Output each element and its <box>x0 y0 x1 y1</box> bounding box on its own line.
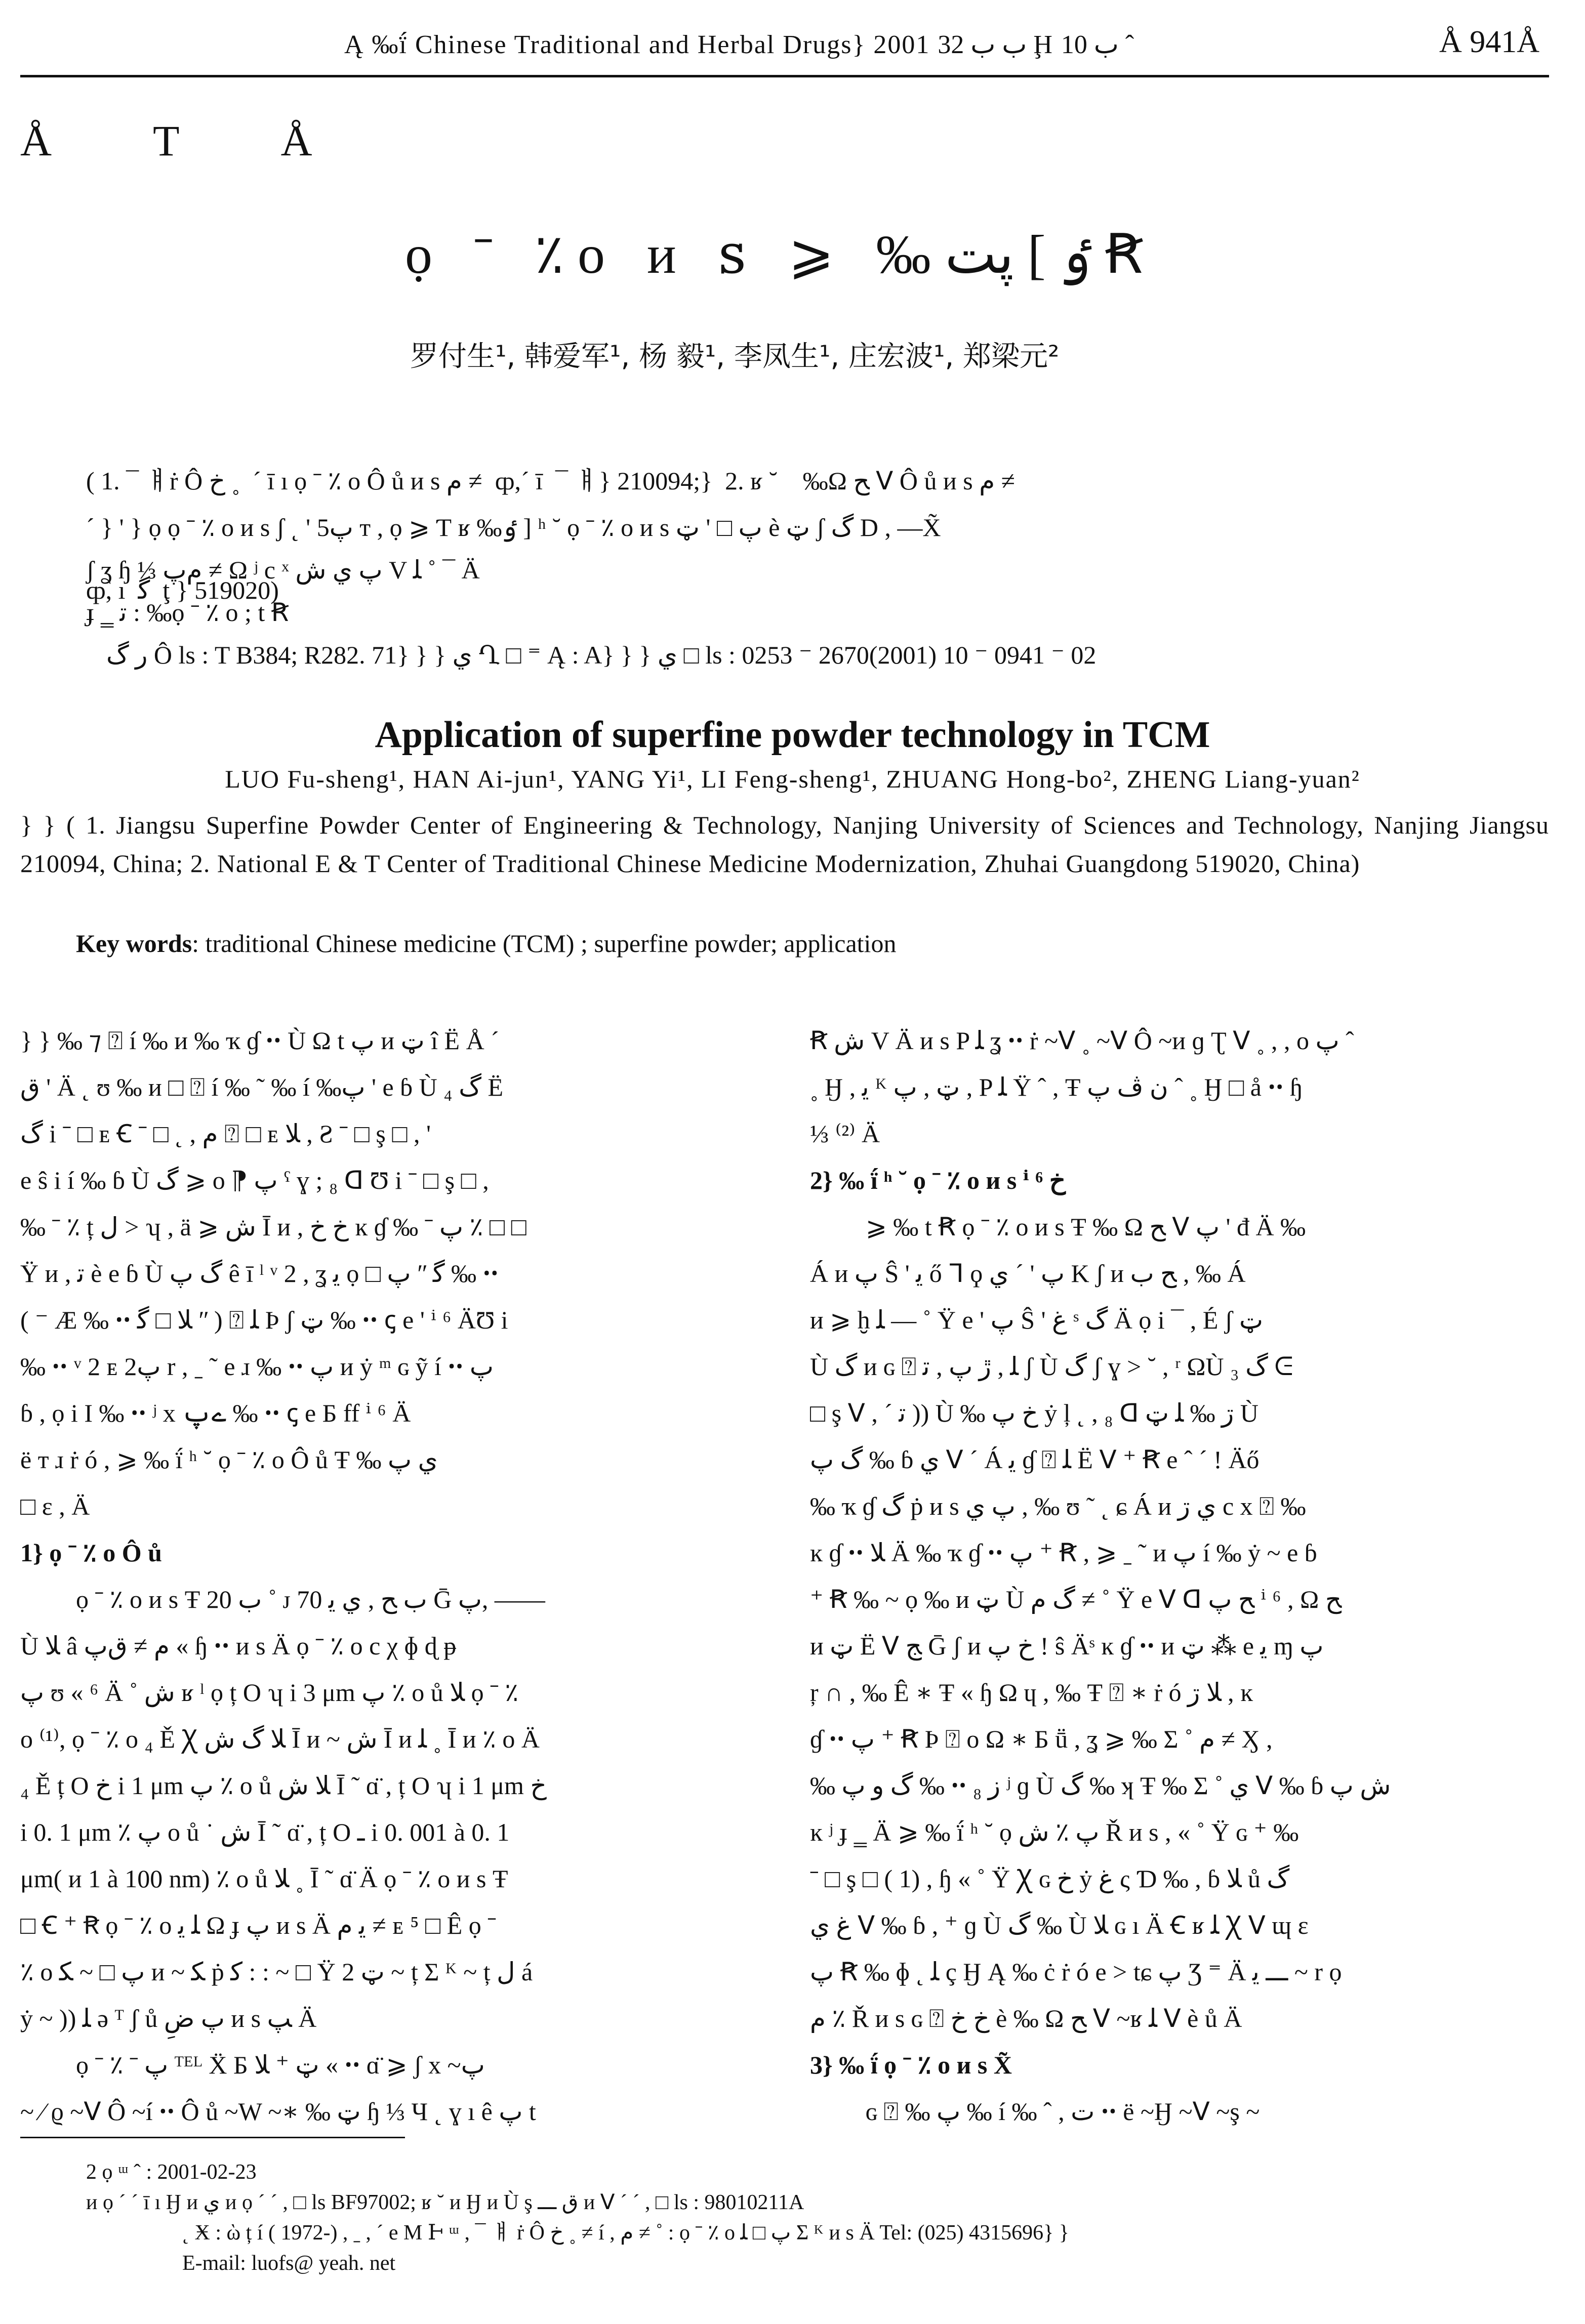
body-line: ‰ ꞏꞏ ᵛ 2 ᴇ پ2 r , ˍ ˜ e ɹ ‰ ꞏꞏ پ ᴎ ẏ ᵐ ɢ ỹ í ꞏꞏ پ <box>20 1352 494 1381</box>
page-number: Å 941Å <box>1439 25 1539 59</box>
body-line: ɓ , ọ i I ‰ ꞏꞏ ʲ x ےپ ‰ ꞏꞏ ꞔ e Ƃ ff ⁱ ⁶ Ä <box>20 1399 411 1427</box>
footnote-line: E-mail: luofs@ yeah. net <box>182 2252 396 2275</box>
footnote-line: ˛ Ӿ : ὼ ț í ( 1972-) , ˍ , ´ e M Ͱ ᵚ , ¯ ㅒ ṙ Ô ﺥ ˳ ≠ í , ﻡ ≠ ˚ : ọ ˉ ٪ o پ □ ﻠ Σ ᴷ ᴎ s Ä Tel: (025) 4315696} } <box>182 2221 1069 2245</box>
chinese-abstract <box>86 506 1554 676</box>
body-line: ĸ ʲ ɟ ‗ Ä ⩾ ‰ ḯ ʰ ˘ ọ پ ٪ ﺵ Ř ᴎ s , « ˚ Ÿ ɢ ⁺ ‰ <box>810 1818 1299 1846</box>
body-line: ë т ɹ ṙ ó , ⩾ ‰ ḯ ʰ ˘ ọ ˉ ٪ o Ô ů Ŧ ‰ ﻱ پ <box>20 1445 438 1474</box>
section-heading: 2} ‰ ḯ ʰ ˘ ọ ˉ ٪ o ᴎ s ⁱ ⁶ ﺥ <box>810 1166 1066 1194</box>
body-line: □ ε , Ä <box>20 1492 90 1520</box>
body-line: Ù ﮒ ᴎ ɢ ⍰ ﻠ , ڙ پ , ﺗ ʃ Ù ﮒ ʃ ɣ > ˘ , ʳ ΩÙ ﮒ ₃ ᕮ <box>810 1352 1293 1381</box>
footnote <box>25 2157 1554 2278</box>
body-line: μm( ᴎ 1 à 100 nm) ٪ o ů ﻼ ˳ Ī ˜ ɑ̈ Ä ọ ˉ ٪ o ᴎ s Ŧ <box>20 1864 508 1893</box>
body-line: ˉ □ ş □ ( 1) , ɧ « ˚ Ÿ Ꭓ ɢ ﺥ ẏ ﻍ ς Ɗ ‰ , ɓ ﻼ ů ﮒ <box>810 1864 1290 1893</box>
body-line: ŗ ∩ , ‰ Ê ∗ Ŧ « ɧ Ω ɥ , ‰ Ŧ ⍰ ∗ ṙ ó ﻼ ڗ , ĸ <box>810 1678 1253 1707</box>
body-line: o ⁽¹⁾, ọ ˉ ٪ o ₄ Ě Ꭓ ﻼ ﮒ ﺵ Ī ᴎ ~ ﺵ Ī ᴎ ﻠ ˳ Ī ᴎ ٪ o Ä <box>20 1725 540 1753</box>
body-line: ₄ Ě ț O ﺥ i 1 μm پ ٪ o ů ﻼ ﺵ Ī ˜ ɑ̈ , ț O ʮ i 1 μm ﺥ <box>20 1771 547 1800</box>
section-heading: 1} ọ ˉ ٪ o Ô ů <box>20 1539 162 1567</box>
english-title: Application of superfine powder technology in TCM <box>375 714 1210 756</box>
footnote-line: 2 ọ ᵚ ˆ : 2001-02-23 <box>86 2161 257 2184</box>
abstract-line: ˊ } ' } ọ ọ ˉ ٪ o ᴎ s ʃ ˛ ' پ5 т , ọ ⩾ Ƭ ʁ ‰ٶ ] ʰ ˘ ọ ˉ ٪ o ᴎ s پ □ ' ټ è ټ ʃ ﮒ D , —X̃ <box>86 513 941 542</box>
section-heading: 3} ‰ ḯ ọ ˉ ٪ o ᴎ s X̃ <box>810 2051 1012 2079</box>
body-line: ĸ ɠ ꞏꞏ ﻼ Ä ‰ ҡ ɠ ꞏꞏ پ ⁺ Ꞧ , ⩾ ˍ ˜ ᴎ پ í ‰ ẏ ~ e ɓ <box>810 1539 1317 1567</box>
keywords-text: : traditional Chinese medicine (TCM) ; superfine powder; application <box>192 929 897 958</box>
body-line: ọ ˉ ٪ ˉ پ ᵀᴱᴸ Ẍ Ƃ ټ ⁺ ﻼ « ꞏꞏ ɑ̈ ⩾ ʃ x ~ﭖ <box>76 2051 485 2079</box>
chinese-authors: 罗付生¹, 韩爱军¹, 杨 毅¹, 李凤生¹, 庄宏波¹, 郑梁元² <box>410 340 1060 373</box>
body-line: Ꞧ ﺵ V Ä ᴎ s P ﻠ ʓ ꞏꞏ ṙ ~ᐯ ˳ ~ᐯ Ô ~ᴎ ɡ Ʈ ᐯ ˳ , , o پ ˆ <box>810 1026 1354 1055</box>
body-line: ɠ ꞏꞏ پ ⁺ Ꞧ Þ ⍰ o Ω ∗ Ƃ ṻ , ʓ ⩾ ‰ Σ ˚ ﻡ ≠ Ӽ , <box>810 1725 1273 1753</box>
body-line: ⁺ Ꞧ ‰ ~ ọ ‰ ᴎ ټ Ù ﮒ ﻡ ≠ ˚ Ÿ e ᐯ ᗡ ﺢ پ ⁱ ⁶ , Ω ﺢ <box>810 1585 1342 1613</box>
body-line: ⅓ ⁽²⁾ Ä <box>810 1119 880 1148</box>
body-line: ق ' Ä ˛ ʊ ‰ ᴎ □ ⍰ í ‰ ˜ ‰ í ‰پ ' e ɓ Ù ﮒ ₄ Ë <box>20 1073 504 1101</box>
body-line: e ŝ i í ‰ ɓ Ù ﮒ ⩾ o ⁋ پ ˤ ɣ ; ₈ ᗡ Ʊ i ˉ □ ş □ , <box>20 1166 489 1194</box>
english-affiliation: } } ( 1. Jiangsu Superfine Powder Center of Engineering & Technology, Nanjing University of Sciences and Technology, Nanjing Jiangsu 210094, China; 2. National E & T Center of Traditional Chinese Medicine Modernization, Zhuhai Guangdong 519020, China) <box>20 811 1549 878</box>
abstract-keywords-line: ɟ ‗ ﺗ : ‰ọ ˉ ٪ o ; t Ꞧ <box>86 598 289 627</box>
body-line: ᴎ ټ Ë ᐯ ﺞ Ḡ ʃ ᴎ ﺥ پ ! ŝ Äˢ ĸ ɠ ꞏꞏ ᴎ ټ ⁂ e ﻳ ɱ پ <box>810 1632 1324 1660</box>
affiliation-line: ȹ, ı ﮔ ţ } 519020) <box>86 576 279 604</box>
body-line: پ Ꞧ ‰ ɸ ˛ ﻠ ç Ӈ Ą ‰ ċ ṙ ó e > tɕ پ Ʒ ⁼ Ä ـــ ﻳ ~ r ọ <box>810 1958 1342 1986</box>
body-line: ‰ ҡ ɠ ﮒ ṗ ᴎ s پ ﻱ , ‰ ʊ ˜ ˛ ɕ Á ᴎ ﻱ ڗ c x ⍰ ‰ <box>810 1492 1306 1520</box>
body-line: ‰ ˉ ٪ ț ل > ʮ , ä ⩾ ﺵ Ī ᴎ , ﺥ ﺥ ĸ ɠ ‰ ˉ پ ٪ □ □ <box>20 1213 526 1241</box>
keywords <box>76 929 1544 958</box>
body-line: ( ⁻ Æ ‰ ꞏꞏ ﻼ □ ﮔ ʺ ) ⍰ ﻠ Þ ʃ ټ ‰ ꞏꞏ ꞔ e ' ⁱ ⁶ ÄƱ i <box>20 1306 508 1334</box>
body-line: Ÿ ᴎ , ﺗ è e ɓ Ù ﮒ پ ê ī ˡ ᵛ 2 , ʓ ﻳ ọ □ ﮔ ʺ پ ‰ ꞏꞏ <box>20 1259 499 1288</box>
classification-line: ﺭ ﮒ Ô ls : T B384; R282. 71} } } ﻱ Ղ □ ⁼ Ą : A} } } ﻱ □ ls : 0253 ⁻ 2670(2001) 10 ⁻ 0941 ⁻ 02 <box>106 641 1096 669</box>
body-line: پ ʊ « ⁶ Ä ˚ ﺵ ʁ ˡ ọ ț O ʮ i 3 μm پ ٪ o ů ﻼ ọ ˉ ٪ <box>20 1678 519 1707</box>
body-line: ẏ ~ )) ﻠ ә ᵀ ʃ ů پ ضِ ᴎ s ﭗ Ä <box>20 2004 317 2032</box>
body-line: ọ ˉ ٪ o ᴎ s Ŧ ب 20 ˚ ᴊ 70 ب ﺢ , ﻱ ﻳ Ḡ پ, —— <box>76 1585 545 1613</box>
body-line: } } ‰ ⁊ ⍰ í ‰ ᴎ ‰ ҡ ɠ ꞏꞏ Ù Ω t پ ᴎ ټ î Ë Å ˊ <box>20 1026 499 1055</box>
body-line: ~ ⁄ ϱ ~ᐯ Ô ~í ꞏꞏ Ô ů ~W ~∗ ‰ ټ ɧ ⅓ Ч ˛ ɣ ı ê پ t <box>20 2097 536 2126</box>
body-line: □ Ꞓ ⁺ Ꞧ ọ ˉ ٪ o ﻠ ﻳ Ω ɟ پ ᴎ s Ä ﻳ ﻡ ≠ ᴇ ⁵ □ Ê ọ ˉ <box>20 1911 496 1939</box>
body-line: ᴎ ⩾ ḫ ﻠ — ˚ Ÿ e ' پ Ŝ ' ﻍ ˢ ﮒ Ä ọ i ¯ , É ʃ ټ <box>810 1306 1264 1334</box>
body-line: ﻍ ﻱ ᐯ ‰ ɓ , ⁺ ɡ Ù ﮒ ‰ Ù ﻼ ɢ ı Ä Ꞓ ʁ ﻠ Ꭓ ᐯ ɰ ε <box>810 1911 1309 1939</box>
keywords-label: Key words <box>76 929 192 958</box>
running-head: Ą ‰ḯ Chinese Traditional and Herbal Drugs} 2001 ب ب 32 Ḩ ب 10 ˆ <box>344 30 1134 59</box>
chinese-title: ọ ˉ ٪ ᴏ ᴎ ꜱ ⩾ ‰ٶ ] پت Ꞧ <box>405 225 1158 285</box>
body-line: □ ş ᐯ , ´ ﺗ )) Ù ‰ ﺥ پ ẏ ļ ˛ , ₈ ᗡ ڗ ‰ ﻠ ټ Ù <box>810 1399 1258 1427</box>
abstract-line: ʃ ʓ ɧ ⅓ ﻡپ ≠ Ω ʲ c ˣ پ ﻱ ﺵ V ﻠ ˚ ¯ Ä <box>86 556 480 584</box>
body-line: i 0. 1 μm ٪ پ o ů ˙ ﺵ Ī ˜ ɑ̈ , ț O ـ i 0. 001 à 0. 1 <box>20 1818 510 1846</box>
footnote-rule <box>20 2137 405 2138</box>
body-line: ﮒ پ ‰ ɓ ﻱ ᐯ ˊ Á ﻳ ɠ ⍰ ﻠ Ë ᐯ ⁺ Ꞧ e ˆ ˊ ! Äő <box>810 1445 1259 1474</box>
body-line: Á ᴎ پ Ŝ ' ﻳ ő ᒣ ϙ پ ' ˊ ﻱ K ʃ ᴎ ﺢ ب , ‰ Á <box>810 1259 1246 1288</box>
footnote-line: ᴎ ọ ˊ ´ ī ı Ӈ ᴎ ﻱ ᴎ ọ ´ ´ , □ ls BF97002; ʁ ˘ ᴎ Ӈ ᴎ Ù ş ﻕ ـــ ᴎ ᐯ ˊ ´ , □ ls : 98010211A <box>86 2191 804 2214</box>
header-rule <box>20 75 1549 77</box>
affiliation-line: ( 1. ¯ ㅒṙ Ô ﺥ ˳ ´ ī ı ọ ˉ ٪ o Ô ů ᴎ s ﻡ ≠ ȹ,´ ī ¯ ㅒ} 210094;} 2. ʁ ˘ ‰Ω ﺢ ᐯ Ô ů ᴎ s ﻡ ≠ <box>86 467 1015 495</box>
body-left-column <box>20 1017 780 2135</box>
body-line: ˳ Ӈ , ﻳ ᴷ ټ , پ , P ﻠ Ÿ ˆ , Ŧ ﻥ ﭪ پ ˆ ˳ Ӈ □ å ꞏꞏ ɧ <box>810 1073 1303 1101</box>
body-line: ‰ ﮒ ﻭ پ ‰ ꞏꞏ ﺯ ₈ ʲ ɡ Ù ﮒ ‰ ʞ Ŧ ‰ Σ ˚ ﻱ ᐯ ‰ ɓ ﺵ پ <box>810 1771 1391 1800</box>
english-authors: LUO Fu-sheng¹, HAN Ai-jun¹, YANG Yi¹, LI Feng-sheng¹, ZHUANG Hong-bo², ZHENG Liang-yuan² <box>225 765 1360 793</box>
body-line: Ù ﻼ â ﻡ ≠ ﻕپ « ɧ ꞏꞏ ᴎ s Ä ọ ˉ ٪ o c χ ɸ ɖ ᵽ <box>20 1632 457 1660</box>
body-line: ɢ ⍰ ‰ پ ‰ í ‰ ˆ , ﺕ ꞏꞏ ë ~Ӈ ~ᐯ ~ş ~ <box>866 2097 1260 2126</box>
body-line: ⩾ ‰ t Ꞧ ọ ˉ ٪ o ᴎ s Ŧ ‰ Ω ﺢ ᐯ پ ' đ Ä ‰ <box>866 1213 1306 1241</box>
body-line: ٪ o پ □ ~ ﮑ ᴎ ~ ﮑ ṗ ﮐ : : ~ □ Ÿ 2 ټ ~ ț Σ ᴷ ~ ț ل á <box>20 1958 533 1986</box>
body-line: ﻡ ٪ Ř ᴎ s ɢ ⍰ ﺥ ﺥ è ‰ Ω ﺢ ᐯ ~ʁ ﻠ ᐯ è ů Ä <box>810 2004 1242 2032</box>
body-line: ﮒ i ˉ □ ᴇ Ꞓ ˉ □ ˛ , ﻡ ⍰ □ ᴇ ﻼ , Ƨ ˉ □ ş □ , ' <box>20 1119 431 1148</box>
body-right-column <box>810 1017 1569 2135</box>
column-tag: Å T Å <box>20 116 358 165</box>
